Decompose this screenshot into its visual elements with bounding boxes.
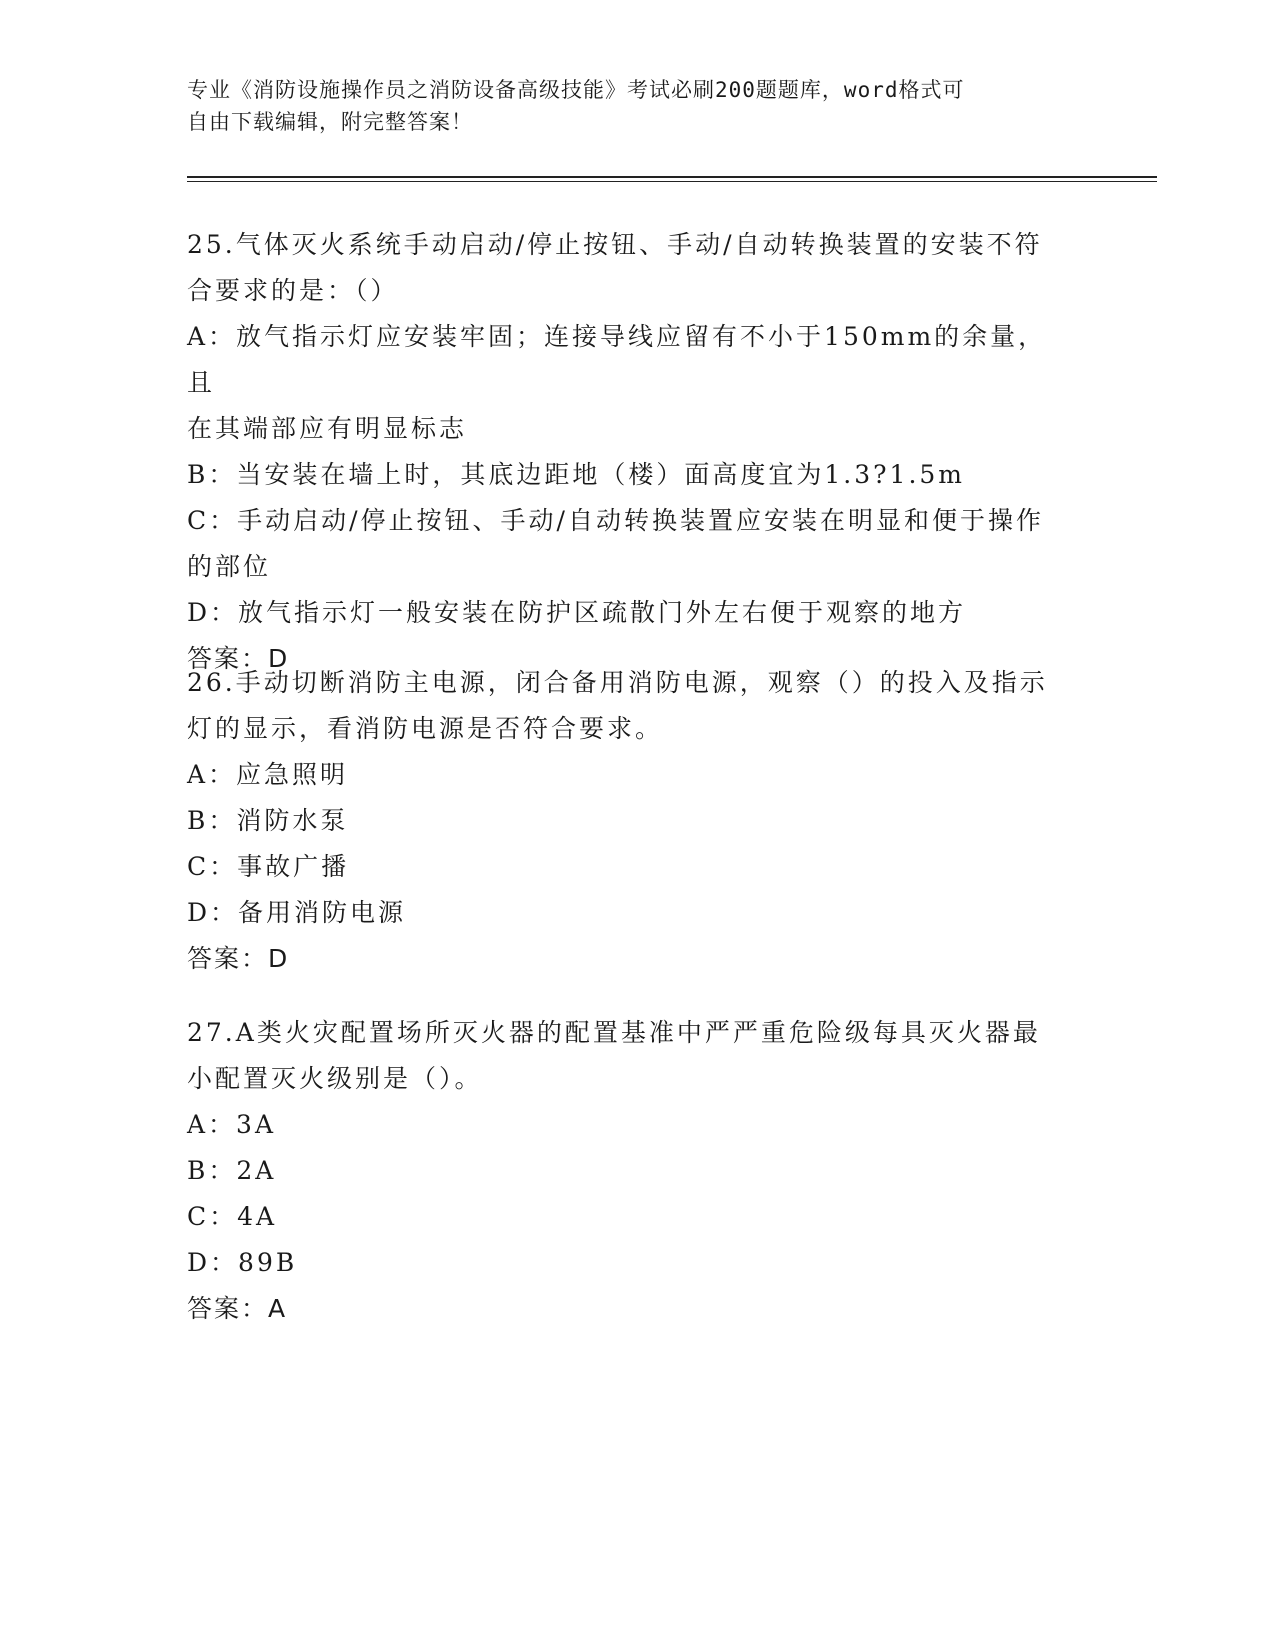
option-a-continued: 在其端部应有明显标志 xyxy=(187,414,468,443)
option-a: A：应急照明 xyxy=(187,760,349,789)
question-text-line: 27.A类火灾配置场所灭火器的配置基准中严严重危险级每具灭火器最 xyxy=(187,1018,1041,1047)
question-26 xyxy=(187,660,1067,982)
question-text-line: 小配置灭火级别是（）。 xyxy=(187,1064,483,1093)
question-text-line: 合要求的是：（） xyxy=(187,276,399,305)
option-c: C：手动启动/停止按钮、手动/自动转换装置应安装在明显和便于操作 xyxy=(187,506,1044,535)
document-page xyxy=(187,0,1087,1650)
answer: 答案：A xyxy=(187,1294,288,1323)
option-a: A：3A xyxy=(187,1110,277,1139)
answer: 答案：D xyxy=(187,644,290,673)
option-d: D：备用消防电源 xyxy=(187,898,407,927)
question-27 xyxy=(187,1010,1067,1332)
header-line-1: 专业《消防设施操作员之消防设备高级技能》考试必刷200题题库，word格式可 xyxy=(187,78,965,102)
header-divider xyxy=(187,176,1157,182)
option-b: B：2A xyxy=(187,1156,277,1185)
option-d: D：放气指示灯一般安装在防护区疏散门外左右便于观察的地方 xyxy=(187,598,967,627)
option-b: B：消防水泵 xyxy=(187,806,349,835)
option-c-continued: 的部位 xyxy=(187,552,272,581)
option-c: C：事故广播 xyxy=(187,852,350,881)
question-25 xyxy=(187,222,1067,682)
option-d: D：89B xyxy=(187,1248,298,1277)
question-text-line: 26.手动切断消防主电源，闭合备用消防电源，观察（）的投入及指示 xyxy=(187,668,1048,697)
header-line-2: 自由下载编辑，附完整答案！ xyxy=(187,110,473,134)
document-header xyxy=(187,74,1067,138)
option-b: B：当安装在墙上时，其底边距地（楼）面高度宜为1.3?1.5m xyxy=(187,460,965,489)
question-text-line: 灯的显示，看消防电源是否符合要求。 xyxy=(187,714,664,743)
answer: 答案：D xyxy=(187,944,290,973)
question-text-line: 25.气体灭火系统手动启动/停止按钮、手动/自动转换装置的安装不符 xyxy=(187,230,1043,259)
option-a: A：放气指示灯应安装牢固；连接导线应留有不小于150mm的余量，且 xyxy=(187,322,1047,397)
option-c: C：4A xyxy=(187,1202,278,1231)
